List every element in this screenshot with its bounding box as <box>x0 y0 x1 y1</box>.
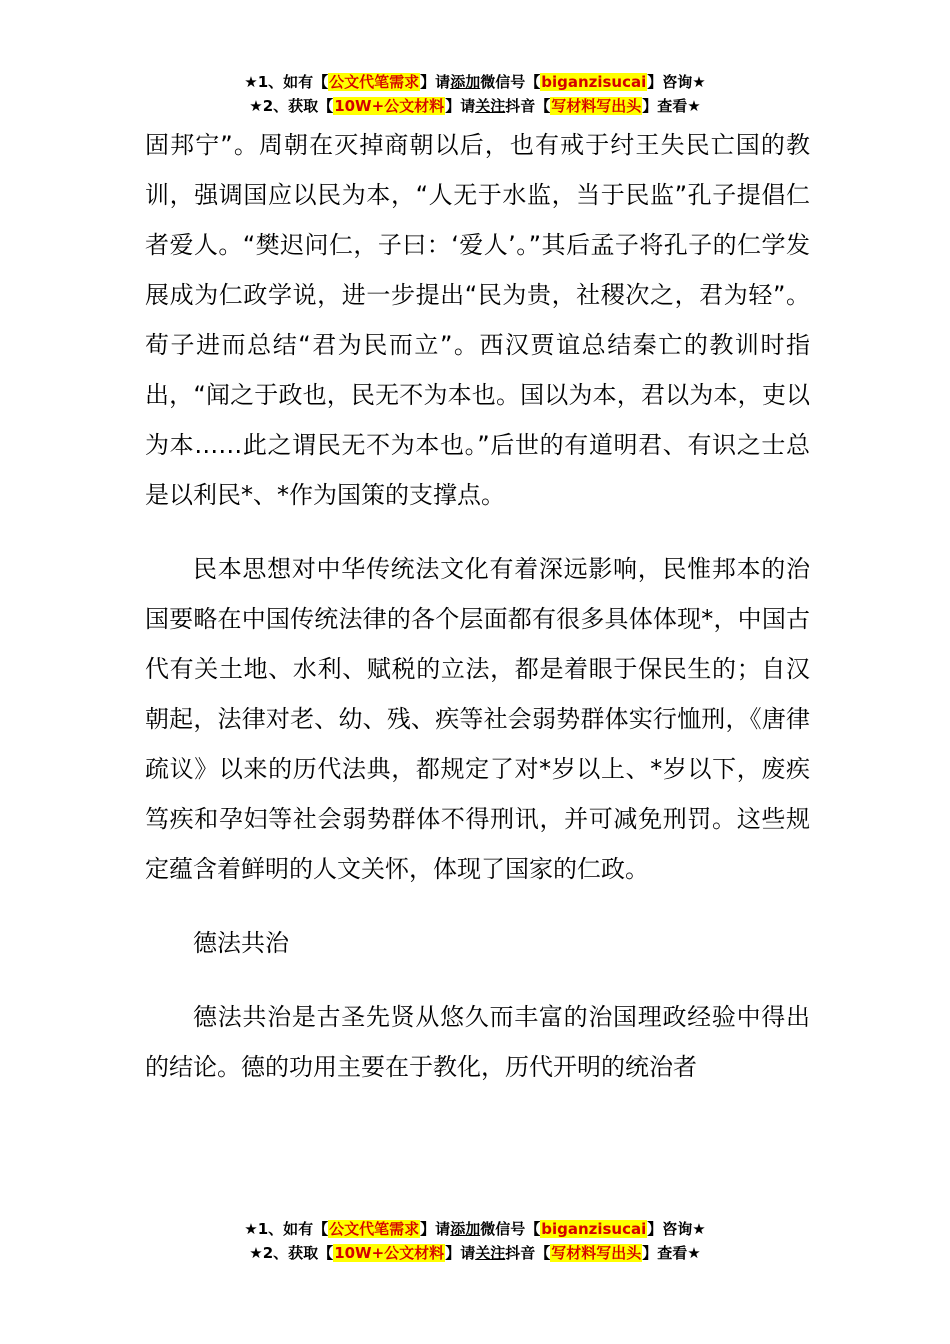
banner-line-1: ★1、如有【公文代笔需求】请添加微信号【biganzisucai】咨询★ <box>244 73 706 91</box>
banner-highlight: biganzisucai <box>541 73 647 91</box>
banner-highlight: 写材料写出头 <box>551 1244 642 1262</box>
banner-highlight: 公文代笔需求 <box>329 73 420 91</box>
banner-highlight: 10W+公文材料 <box>334 97 445 115</box>
banner-highlight: 写材料写出头 <box>551 97 642 115</box>
footer-banner <box>0 1217 950 1265</box>
document-body <box>145 120 810 1116</box>
banner-line-2: ★2、获取【10W+公文材料】请关注抖音【写材料写出头】查看★ <box>249 1244 701 1262</box>
banner-line-2: ★2、获取【10W+公文材料】请关注抖音【写材料写出头】查看★ <box>249 97 701 115</box>
banner-line-1: ★1、如有【公文代笔需求】请添加微信号【biganzisucai】咨询★ <box>244 1220 706 1238</box>
paragraph-2: 民本思想对中华传统法文化有着深远影响，民惟邦本的治国要略在中国传统法律的各个层面都有很多具体体现*，中国古代有关土地、水利、赋税的立法，都是着眼于保民生的；自汉朝起，法律对老、幼、残、疾等社会弱势群体实行恤刑，《唐律疏议》以来的历代法典，都规定了对*岁以上、*岁以下，废疾笃疾和孕妇等社会弱势群体不得刑讯，并可减免刑罚。这些规定蕴含着鲜明的人文关怀，体现了国家的仁政。 <box>145 555 810 883</box>
paragraph-3: 德法共治是古圣先贤从悠久而丰富的治国理政经验中得出的结论。德的功用主要在于教化，历代开明的统治者 <box>145 1003 810 1081</box>
paragraph-1: 固邦宁”。周朝在灭掉商朝以后，也有戒于纣王失民亡国的教训，强调国应以民为本，“人无于水监，当于民监”孔子提倡仁者爱人。“樊迟问仁，子曰：‘爱人’。”其后孟子将孔子的仁学发展成为仁政学说，进一步提出“民为贵，社稷次之，君为轻”。荀子进而总结“君为民而立”。西汉贾谊总结秦亡的教训时指出，“闻之于政也，民无不为本也。国以为本，君以为本，吏以为本……此之谓民无不为本也。”后世的有道明君、有识之士总是以利民*、*作为国策的支撑点。 <box>145 131 810 509</box>
header-banner <box>0 70 950 118</box>
banner-highlight: 公文代笔需求 <box>329 1220 420 1238</box>
banner-highlight: 10W+公文材料 <box>334 1244 445 1262</box>
section-heading: 德法共治 <box>193 929 289 957</box>
banner-highlight: biganzisucai <box>541 1220 647 1238</box>
